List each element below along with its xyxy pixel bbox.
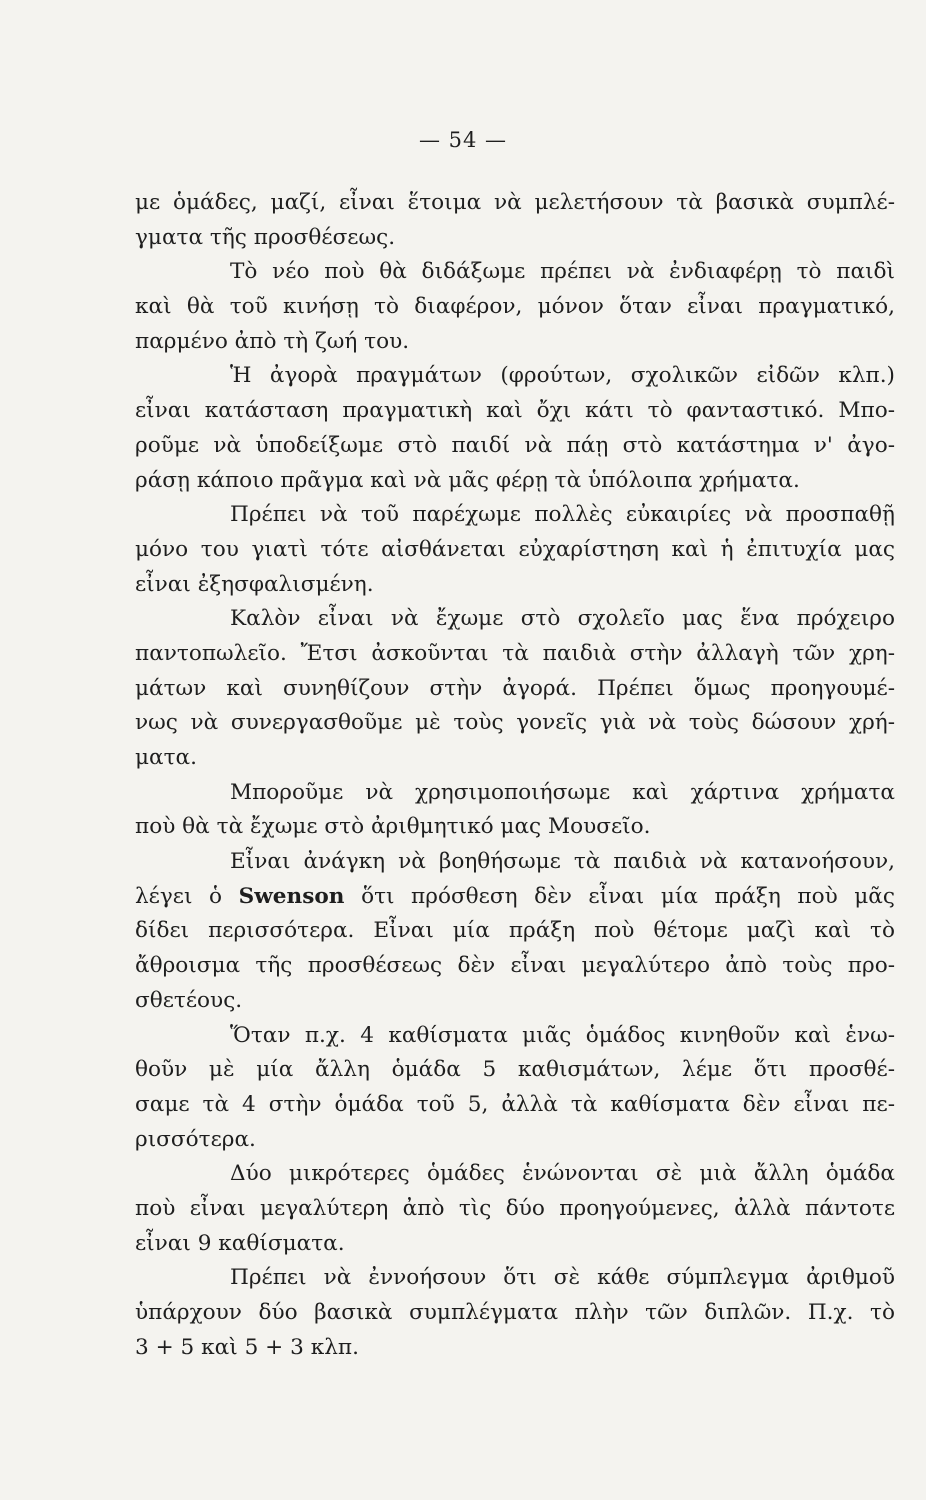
text-line: καὶ θὰ τοῦ κινήσῃ τὸ διαφέρον, μόνον ὅταν εἶναι πραγματικό, — [135, 294, 895, 320]
text-line: εἶναι κατάσταση πραγματικὴ καὶ ὄχι κάτι τὸ φανταστικό. Μπο- — [135, 398, 895, 424]
text-line: ποὺ εἶναι μεγαλύτερη ἀπὸ τὶς δύο προηγούμενες, ἀλλὰ πάντοτε — [135, 1195, 895, 1221]
text-line: ἄθροισμα τῆς προσθέσεως δὲν εἶναι μεγαλύτερο ἀπὸ τοὺς προ- — [135, 953, 895, 979]
text-line: με ὁμάδες, μαζί, εἶναι ἕτοιμα νὰ μελετήσουν τὰ βασικὰ συμπλέ- — [135, 190, 895, 215]
text-line: παντοπωλεῖο. Ἔτσι ἀσκοῦνται τὰ παιδιὰ στὴν ἀλλαγὴ τῶν χρη- — [135, 640, 895, 666]
text-line: εἶναι ἐξησφαλισμένη. — [135, 571, 374, 597]
text-line: δίδει περισσότερα. Εἶναι μία πράξη ποὺ θέτομε μαζὶ καὶ τὸ — [135, 918, 895, 944]
text-line: ποὺ θὰ τὰ ἔχωμε στὸ ἀριθμητικό μας Μουσεῖο. — [135, 814, 651, 840]
text-line: Μποροῦμε νὰ χρησιμοποιήσωμε καὶ χάρτινα χρήματα — [230, 779, 895, 805]
text-line: παρμένο ἀπὸ τὴ ζωή του. — [135, 328, 410, 354]
text-line: 3 + 5 καὶ 5 + 3 κλπ. — [135, 1334, 359, 1360]
text-line: ράσῃ κάποιο πρᾶγμα καὶ νὰ μᾶς φέρῃ τὰ ὑπόλοιπα χρήματα. — [135, 467, 800, 493]
text-fragment: ὅτι πρόσθεση δὲν εἶναι μία πράξη ποὺ μᾶς — [344, 883, 895, 909]
text-line: Τὸ νέο ποὺ θὰ διδάξωμε πρέπει νὰ ἐνδιαφέρῃ τὸ παιδὶ — [230, 259, 895, 285]
text-line: εἶναι 9 καθίσματα. — [135, 1230, 345, 1256]
text-line: θοῦν μὲ μία ἄλλη ὁμάδα 5 καθισμάτων, λέμε ὅτι προσθέ- — [135, 1057, 895, 1083]
text-line: ρισσότερα. — [135, 1126, 256, 1152]
text-line: Εἶναι ἀνάγκη νὰ βοηθήσωμε τὰ παιδιὰ νὰ κατανοήσουν, — [230, 849, 895, 875]
text-line: νως νὰ συνεργασθοῦμε μὲ τοὺς γονεῖς γιὰ νὰ τοὺς δώσουν χρή- — [135, 710, 895, 736]
text-line: Καλὸν εἶναι νὰ ἔχωμε στὸ σχολεῖο μας ἕνα πρόχειρο — [230, 606, 895, 632]
text-line — [135, 880, 895, 915]
text-line: Ἡ ἀγορὰ πραγμάτων (φρούτων, σχολικῶν εἰδῶν κλπ.) — [230, 363, 895, 389]
text-line: γματα τῆς προσθέσεως. — [135, 224, 396, 250]
text-line: ροῦμε νὰ ὑποδείξωμε στὸ παιδί νὰ πάῃ στὸ κατάστημα ν' ἀγο- — [135, 432, 895, 458]
text-line: μόνο του γιατὶ τότε αἰσθάνεται εὐχαρίστηση καὶ ἡ ἐπιτυχία μας — [135, 536, 895, 562]
text-line: Δύο μικρότερες ὁμάδες ἑνώνονται σὲ μιὰ ἄλλη ὁμάδα — [230, 1161, 895, 1187]
author-name: Swenson — [238, 883, 345, 909]
text-line: σθετέους. — [135, 987, 243, 1013]
body-text — [135, 186, 895, 1365]
text-fragment: λέγει ὁ — [135, 883, 239, 909]
text-line: Πρέπει νὰ ἐννοήσουν ὅτι σὲ κάθε σύμπλεγμα ἀριθμοῦ — [230, 1265, 895, 1291]
text-line: Ὅταν π.χ. 4 καθίσματα μιᾶς ὁμάδος κινηθοῦν καὶ ἑνω- — [230, 1022, 895, 1048]
text-line: σαμε τὰ 4 στὴν ὁμάδα τοῦ 5, ἀλλὰ τὰ καθίσματα δὲν εἶναι πε- — [135, 1091, 895, 1117]
text-line: ὑπάρχουν δύο βασικὰ συμπλέγματα πλὴν τῶν διπλῶν. Π.χ. τὸ — [135, 1300, 895, 1325]
text-line: Πρέπει νὰ τοῦ παρέχωμε πολλὲς εὐκαιρίες νὰ προσπαθῇ — [230, 502, 895, 528]
page-number: — 54 — — [418, 128, 508, 152]
text-line: ματα. — [135, 745, 198, 770]
text-line: μάτων καὶ συνηθίζουν στὴν ἀγορά. Πρέπει ὅμως προηγουμέ- — [135, 675, 895, 701]
